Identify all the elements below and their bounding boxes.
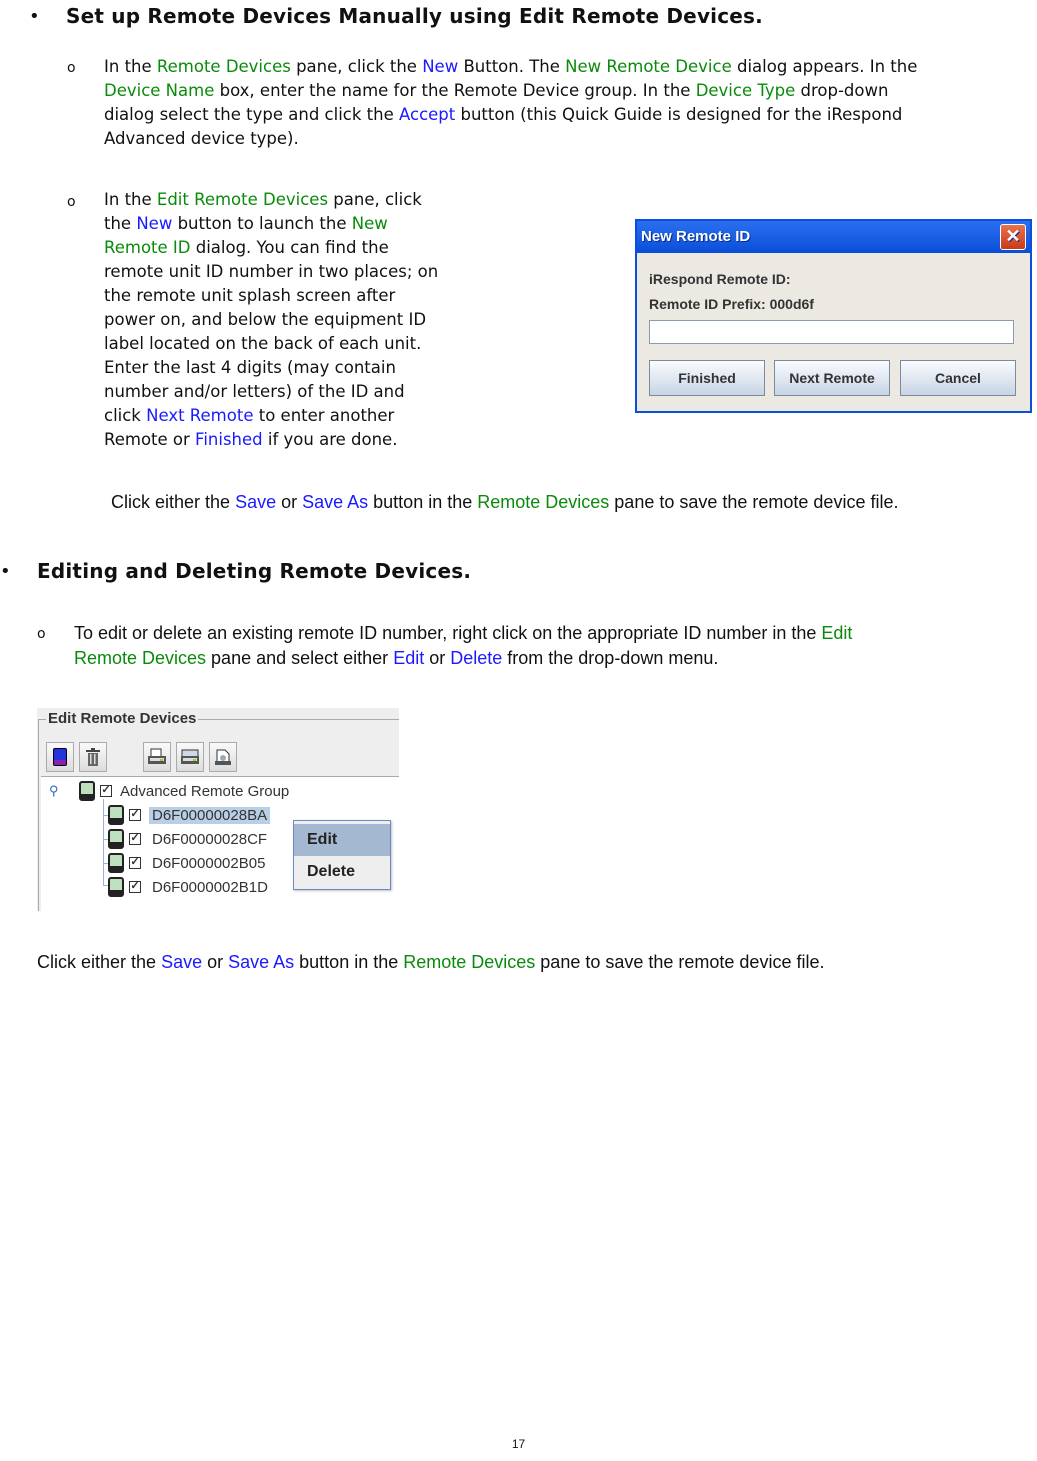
- checkbox[interactable]: ✓: [130, 832, 140, 844]
- new-remote-id-dialog: [635, 219, 1032, 413]
- next-remote-button[interactable]: Next Remote: [774, 360, 890, 396]
- step-new-remote-device: In the Remote Devices pane, click the New Button. The New Remote Device dialog appears. In the Device Name box, enter the name for the Remote Device group. In the Device Type drop-down dialog select the type and click the Accept button (this Quick Guide is designed for the iRespond Advanced device type).: [104, 57, 918, 148]
- trash-icon: [86, 748, 100, 766]
- save-note: Click either the Save or Save As button in the Remote Devices pane to save the remote device file.: [111, 492, 899, 512]
- checkbox[interactable]: ✓: [130, 808, 140, 820]
- checkbox[interactable]: ✓: [130, 856, 140, 868]
- tree-item-label-selected: D6F00000028BA: [149, 807, 270, 824]
- remote-id-prefix-label: Remote ID Prefix: 000d6f: [649, 296, 814, 312]
- page-number: 17: [511, 1437, 526, 1451]
- delete-button[interactable]: [79, 742, 107, 772]
- tree-group-row[interactable]: [79, 779, 289, 803]
- tree-item-label: D6F0000002B1D: [152, 878, 268, 896]
- remote-device-icon: [108, 805, 124, 825]
- dialog-title: New Remote ID: [641, 228, 751, 245]
- step-edit-delete: To edit or delete an existing remote ID number, right click on the appropriate ID number in the Edit Remote Devices pane and select either Edit or Delete from the drop-down menu.: [74, 623, 853, 668]
- tree-item-row[interactable]: [108, 851, 265, 875]
- sub-bullet-icon: o: [37, 626, 46, 642]
- remote-device-icon: [108, 877, 124, 897]
- document-icon: [214, 748, 232, 766]
- step-new-remote-id: In the Edit Remote Devices pane, click the New button to launch the New Remote ID dialog. You can find the remote unit ID number in two places; on the remote unit splash screen after power on, and below the equipment ID label located on the back of each unit. Enter the last 4 digits (may contain number and/or letters) of the ID and click Next Remote to enter another Remote or Finished if you are done.: [104, 190, 439, 449]
- scan-button[interactable]: [176, 742, 204, 772]
- new-remote-button[interactable]: [46, 742, 74, 772]
- remote-id-label: iRespond Remote ID:: [649, 271, 791, 287]
- close-icon[interactable]: ✕: [1000, 224, 1026, 250]
- scanner-icon: [180, 748, 200, 766]
- tree-item-label: D6F00000028CF: [152, 830, 268, 848]
- sub-bullet-icon: o: [67, 194, 76, 210]
- bullet-icon: •: [0, 561, 11, 582]
- tree-item-row[interactable]: [108, 875, 268, 899]
- cancel-button[interactable]: Cancel: [900, 360, 1016, 396]
- bullet-icon: •: [29, 6, 40, 27]
- save-note: Click either the Save or Save As button in the Remote Devices pane to save the remote device file.: [37, 952, 825, 972]
- printer-icon: [147, 748, 167, 766]
- tree-item-row[interactable]: [108, 803, 270, 827]
- remote-device-icon: [79, 781, 95, 801]
- panel-title: Edit Remote Devices: [48, 710, 197, 727]
- sub-bullet-icon: o: [67, 60, 76, 76]
- finished-button[interactable]: Finished: [649, 360, 765, 396]
- document-button[interactable]: [209, 742, 237, 772]
- tree-item-label: D6F0000002B05: [152, 854, 266, 872]
- dialog-titlebar: [637, 221, 1030, 253]
- section-heading-editing: Editing and Deleting Remote Devices.: [37, 559, 472, 583]
- group-label: Advanced Remote Group: [120, 782, 290, 800]
- tree-item-row[interactable]: [108, 827, 267, 851]
- remote-device-icon: [108, 853, 124, 873]
- remote-device-icon: [108, 829, 124, 849]
- context-menu: [293, 820, 391, 890]
- remote-id-input[interactable]: [649, 320, 1014, 344]
- tree-expand-icon[interactable]: ⚲: [49, 783, 59, 798]
- new-remote-icon: [53, 748, 67, 766]
- edit-remote-devices-panel: [37, 708, 399, 911]
- checkbox[interactable]: ✓: [130, 880, 140, 892]
- print-button[interactable]: [143, 742, 171, 772]
- tree-connector: [103, 799, 104, 885]
- menu-item-delete[interactable]: Delete: [307, 863, 356, 880]
- section-heading-setup: Set up Remote Devices Manually using Edit Remote Devices.: [66, 4, 763, 28]
- menu-item-edit[interactable]: Edit: [294, 824, 390, 856]
- checkbox[interactable]: ✓: [101, 784, 111, 796]
